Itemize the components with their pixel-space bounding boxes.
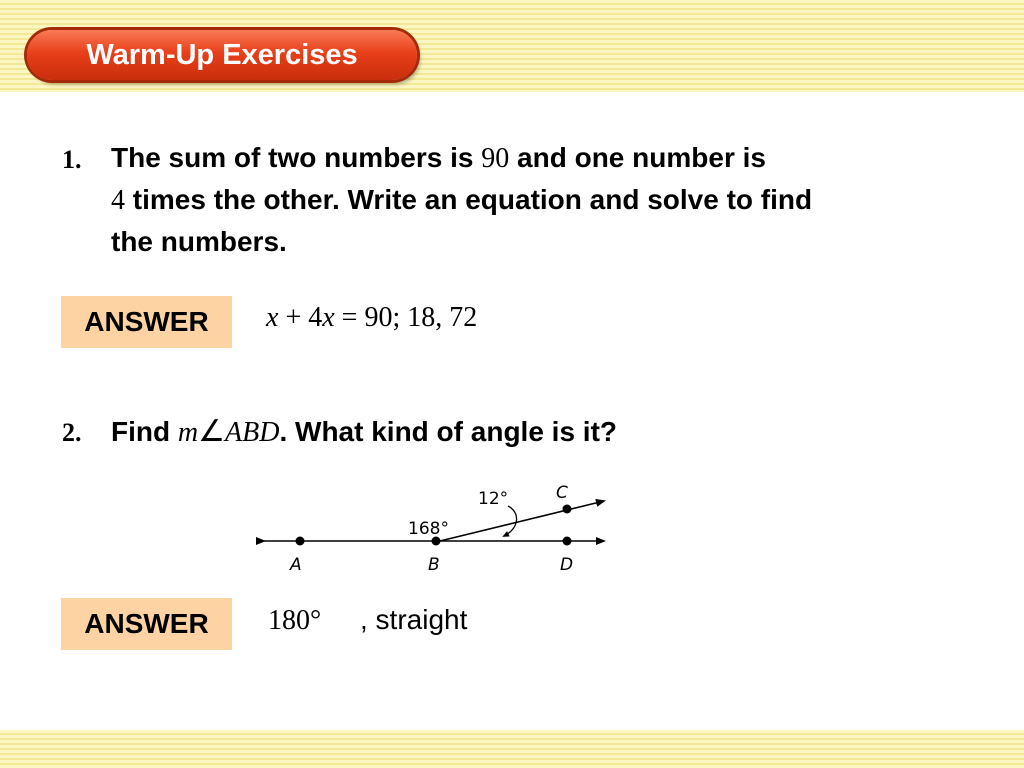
q2-find: Find [111,416,178,447]
answer-1-result: = 90; 18, 72 [334,302,478,333]
point-d [563,537,572,546]
question-2-text [111,411,991,453]
label-b: B [428,555,440,575]
title-banner [27,30,417,80]
question-1-text [111,137,991,262]
answer-1-plus: + 4 [278,302,323,333]
label-d: D [560,555,574,575]
label-angle-168: 168° [408,519,449,539]
q2-measure-m: m [177,417,199,448]
answer-1-var-4x: x [322,302,335,333]
question-1-line-3: the numbers. [111,226,287,257]
answer-2-suffix: , straight [360,604,468,635]
point-c [563,505,572,514]
question-1-line-2 [111,179,991,221]
q1-text-c: times the other. Write an equation and solve to find [125,184,813,215]
answer-2-value: 180° [268,605,322,636]
q1-number-90: 90 [481,143,510,174]
angle-diagram [252,478,622,578]
point-a [296,537,305,546]
answer-2-label: ANSWER [61,598,232,650]
label-c: C [556,483,568,503]
footer-band [0,730,1024,768]
q1-text-b: and one number is [509,142,766,173]
answer-1-label: ANSWER [61,296,232,348]
q1-number-4: 4 [111,185,125,216]
label-angle-12: 12° [478,489,509,509]
q2-angle-abd: ABD [225,417,280,448]
angle-icon: ∠ [198,415,226,448]
q1-text-a: The sum of two numbers is [111,142,482,173]
question-1-number: 1. [62,145,82,174]
answer-1-var-x: x [266,302,279,333]
ray-bc [440,501,604,541]
q2-rest: . What kind of angle is it? [279,416,618,447]
angle-arc-12 [504,506,517,536]
answer-1-value [266,302,477,334]
page-title: Warm-Up Exercises [86,39,358,71]
question-1-line-1 [111,137,991,179]
question-2-number: 2. [62,418,82,447]
label-a: A [290,555,302,575]
